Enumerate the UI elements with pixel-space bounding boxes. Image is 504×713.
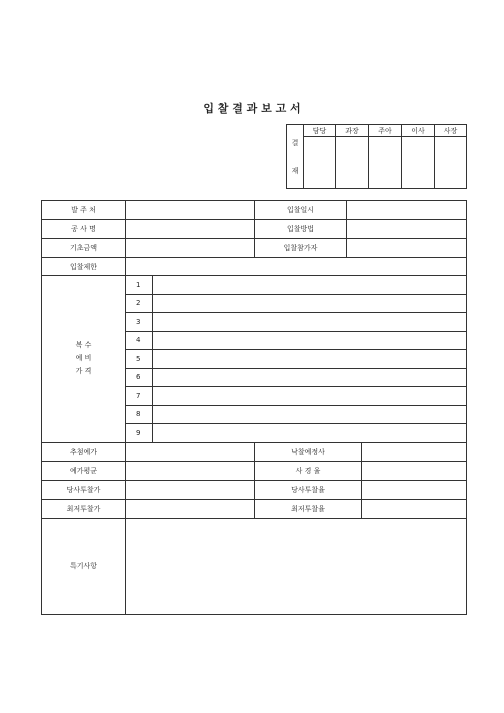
bid-participants-value[interactable] [347,239,467,258]
approval-col-3: 주아 [369,125,402,137]
approval-col-manager: 담당 [304,125,336,137]
multiple-price-label [42,276,126,443]
lowest-bid-rate-label: 최저투찰율 [255,499,362,518]
base-amount-label: 기초금액 [42,239,126,258]
price-value-5[interactable] [153,350,467,369]
multiple-price-label-3: 가 격 [75,367,92,376]
rate-value[interactable] [362,461,467,480]
orderer-label: 발 주 처 [42,201,126,220]
price-number-6: 6 [126,368,153,387]
restriction-value[interactable] [126,258,467,276]
multiple-price-label-1: 복 수 [75,341,92,350]
price-number-9: 9 [126,424,153,443]
lottery-price-label: 추첨예가 [42,442,126,461]
price-value-6[interactable] [153,368,467,387]
approval-label-2: 재 [291,166,299,175]
multiple-price-label-2: 예 비 [75,354,92,363]
bid-date-value[interactable] [347,201,467,220]
approval-sign-section-chief[interactable] [336,137,369,189]
price-number-1: 1 [126,276,153,295]
our-bid-label: 당사투찰가 [42,480,126,499]
price-value-8[interactable] [153,405,467,424]
price-number-4: 4 [126,331,153,350]
bid-method-value[interactable] [347,220,467,239]
approval-col-president: 사장 [435,125,467,137]
expected-winner-value[interactable] [362,442,467,461]
price-value-9[interactable] [153,424,467,443]
project-label: 공 사 명 [42,220,126,239]
approval-sign-manager[interactable] [304,137,336,189]
avg-price-label: 예가평균 [42,461,126,480]
base-amount-value[interactable] [126,239,255,258]
our-bid-rate-value[interactable] [362,480,467,499]
bid-date-label: 입찰일시 [255,201,347,220]
bid-participants-label: 입찰참가자 [255,239,347,258]
lowest-bid-label: 최저투찰가 [42,499,126,518]
price-value-1[interactable] [153,276,467,295]
project-value[interactable] [126,220,255,239]
price-value-7[interactable] [153,387,467,406]
document-title: 입 찰 결 과 보 고 서 [203,102,301,115]
price-value-4[interactable] [153,331,467,350]
restriction-label: 입찰제한 [42,258,126,276]
bid-method-label: 입찰방법 [255,220,347,239]
price-number-5: 5 [126,350,153,369]
price-value-2[interactable] [153,294,467,313]
our-bid-value[interactable] [126,480,255,499]
rate-label: 사 경 율 [255,461,362,480]
lowest-bid-value[interactable] [126,499,255,518]
price-number-8: 8 [126,405,153,424]
our-bid-rate-label: 당사투찰율 [255,480,362,499]
lowest-bid-rate-value[interactable] [362,499,467,518]
approval-sign-president[interactable] [435,137,467,189]
price-number-2: 2 [126,294,153,313]
approval-table [286,124,467,189]
approval-sign-director[interactable] [402,137,435,189]
approval-col-section-chief: 과장 [336,125,369,137]
price-value-3[interactable] [153,313,467,332]
expected-winner-label: 낙찰예정사 [255,442,362,461]
notes-label: 특기사항 [42,518,126,614]
approval-label-1: 결 [291,138,299,147]
orderer-value[interactable] [126,201,255,220]
price-number-7: 7 [126,387,153,406]
approval-col-director: 이사 [402,125,435,137]
approval-label [287,125,304,189]
bid-result-table [41,200,467,615]
notes-value[interactable] [126,518,467,614]
lottery-price-value[interactable] [126,442,255,461]
approval-sign-3[interactable] [369,137,402,189]
price-number-3: 3 [126,313,153,332]
avg-price-value[interactable] [126,461,255,480]
